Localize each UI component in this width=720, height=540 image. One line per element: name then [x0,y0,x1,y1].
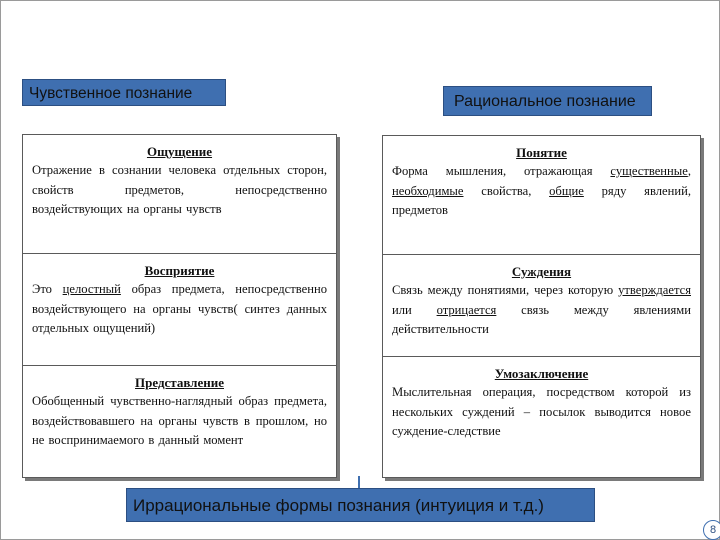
header-sensory-label: Чувственное познание [29,85,193,102]
perception-def-rest: образ предмета, непосредственно воздействующего на органы чувств( синтез данных отдельных ощущений) [32,282,328,335]
inference-term: Умозаключение [494,366,589,381]
rational-forms-column [382,135,701,478]
representation-block [23,365,336,477]
sensory-forms-column [22,134,337,478]
concept-def-rest: ряду явлений, предметов [392,183,691,217]
perception-block [23,253,336,365]
representation-term: Представление [135,375,224,390]
concept-def-essential: существенные [610,164,688,178]
sensation-term: Ощущение [146,144,213,159]
concept-def-start: Форма мышления, отражающая [392,164,593,178]
concept-def-necessary: необходимые [392,183,464,198]
judgment-def-start: Связь между понятиями, через которую [392,283,614,297]
concept-def-common: общие [549,183,584,198]
judgment-def-or: или [392,302,412,317]
header-irrational-cognition [126,488,595,522]
header-rational-cognition [443,86,652,116]
concept-def-properties: свойства, [481,183,532,198]
judgment-definition [392,281,691,340]
concept-block [383,136,700,254]
inference-definition: Мыслительная операция, посредством которой из нескольких суждений – посылок выводится новое суждение-следствие [392,385,691,438]
concept-definition [392,162,691,221]
judgment-block [383,254,700,356]
perception-term: Восприятие [144,263,215,278]
inference-block [383,356,700,477]
judgment-def-affirmed: утверждается [618,283,691,297]
sensation-block [23,135,336,253]
judgment-def-denied: отрицается [436,302,497,317]
judgment-def-rest: связь между явлениями действительности [392,302,692,336]
header-irrational-label: Иррациональные формы познания (интуиция и т.д.) [133,496,544,515]
header-sensory-cognition [22,79,226,106]
perception-definition [32,280,327,339]
sensation-definition: Отражение в сознании человека отдельных сторон, свойств предметов, непосредственно воздействующих на органы чувств [32,163,327,216]
header-rational-label: Рациональное познание [454,93,636,110]
concept-def-comma: , [687,164,691,178]
page-number-badge: 8 [703,520,720,540]
perception-def-start: Это [32,282,52,296]
representation-definition: Обобщенный чувственно-наглядный образ предмета, воздействовавшего на органы чувств в прошлом, но не воспринимаемого в данный момент [32,394,327,447]
connector-line [358,476,360,488]
concept-term: Понятие [516,145,567,160]
judgment-term: Суждения [511,264,572,279]
perception-def-holistic: целостный [62,282,121,296]
